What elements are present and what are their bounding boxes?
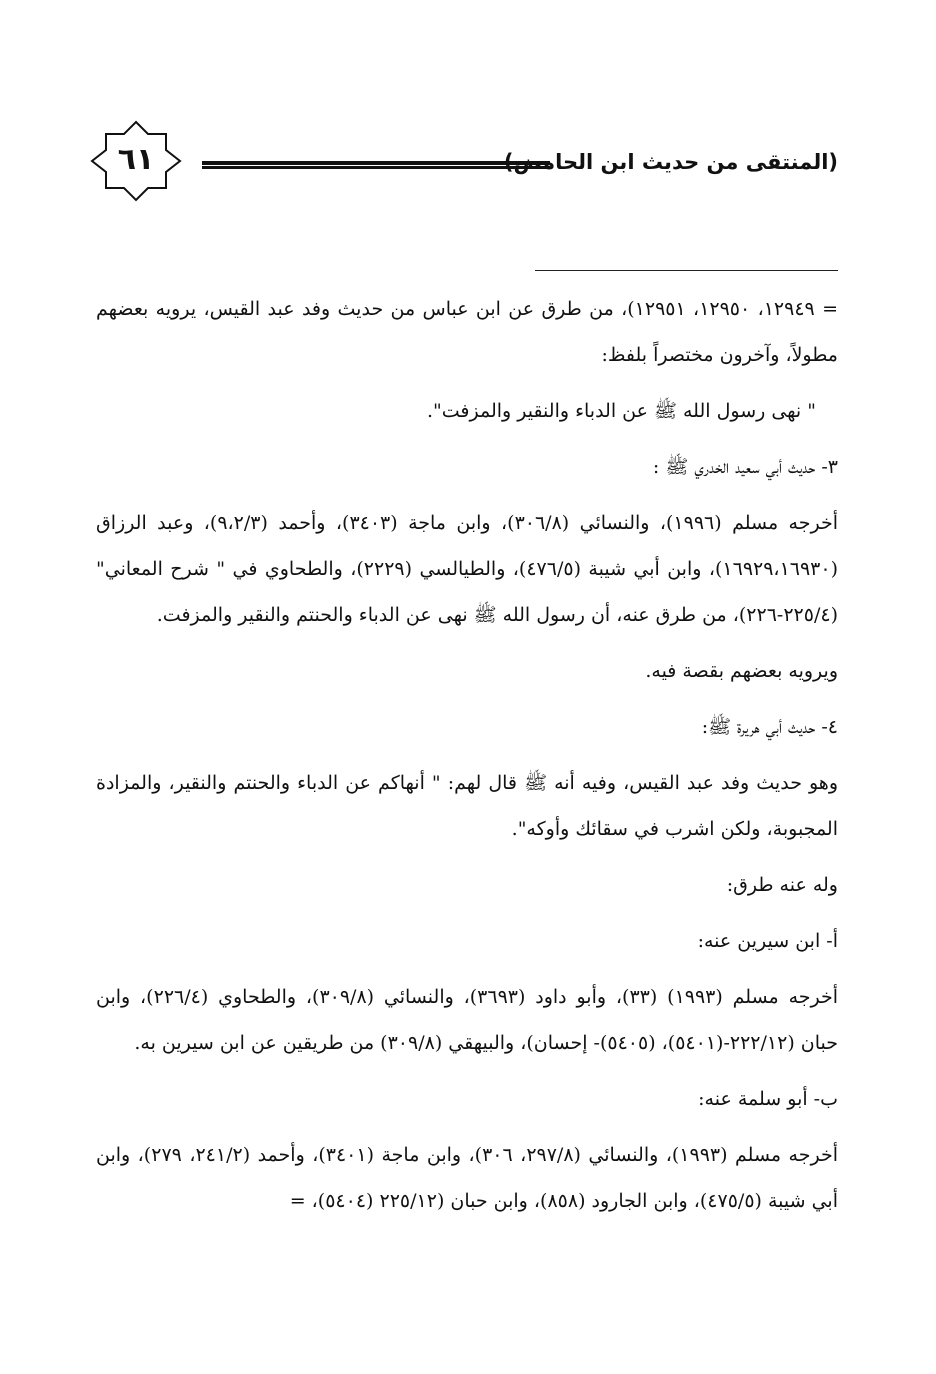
page-number-badge xyxy=(90,120,182,202)
footnote-body xyxy=(96,286,838,1234)
subsection-heading-a: أ- ابن سيرين عنه: xyxy=(697,930,838,952)
section-3-paragraph: أخرجه مسلم (١٩٩٦)، والنسائي (٣٠٦/٨)، وابن ماجة (٣٤٠٣)، وأحمد (٩،٢/٣)، وعبد الرزاق (١٦٩٢٩،١٦٩٣٠)، وابن أبي شيبة (٤٧٦/٥)، والطيالسي (٢٢٢٩)، والطحاوي في " شرح المعاني" (٢٢٥/٤-٢٢٦)، من طرق عنه، أن رسول الله ﷺ نهى عن الدباء والحنتم والنقير والمزفت. xyxy=(96,512,839,626)
section-4-note: وله عنه طرق: xyxy=(726,874,838,896)
page-header xyxy=(0,120,936,210)
subsection-a-paragraph: أخرجه مسلم (١٩٩٣) (٣٣)، وأبو داود (٣٦٩٣)، والنسائي (٣٠٩/٨)، والطحاوي (٢٢٦/٤)، وابن حبان (٢٢٢/١٢-(٥٤٠١)، (٥٤٠٥)- إحسان)، والبيهقي (٣٠٩/٨) من طريقين عن ابن سيرين به. xyxy=(96,986,839,1054)
running-title: (المنتقى من حديث ابن الحامض) xyxy=(503,150,838,174)
subsection-b-paragraph: أخرجه مسلم (١٩٩٣)، والنسائي (٢٩٧/٨، ٣٠٦)، وابن ماجة (٣٤٠١)، وأحمد (٢٤١/٢، ٢٧٩)، وابن أبي شيبة (٤٧٥/٥)، وابن الجارود (٨٥٨)، وابن حبان (٢٢٥/١٢ (٥٤٠٤)، = xyxy=(96,1144,838,1212)
footnote-separator xyxy=(535,270,838,271)
section-4-paragraph: وهو حديث وفد عبد القيس، وفيه أنه ﷺ قال لهم: " أنهاكم عن الدباء والحنتم والنقير، والمزادة المجبوبة، ولكن اشرب في سقائك وأوكه". xyxy=(96,772,838,840)
header-rule xyxy=(202,161,550,169)
section-3-note: ويرويه بعضهم بقصة فيه. xyxy=(645,660,838,682)
page-number: ٦١ xyxy=(117,142,155,177)
subsection-heading-b: ب- أبو سلمة عنه: xyxy=(698,1088,838,1110)
continuation-paragraph: = ١٢٩٤٩، ١٢٩٥٠، ١٢٩٥١)، من طرق عن ابن عباس من حديث وفد عبد القيس، يرويه بعضهم مطولاً، وآخرون مختصراً بلفظ: xyxy=(96,298,839,366)
hadith-quote: " نهى رسول الله ﷺ عن الدباء والنقير والمزفت". xyxy=(426,400,816,422)
section-heading-4: ٤- حديث أبي هريرة ﷺ: xyxy=(701,716,838,738)
section-heading-3: ٣- حديث أبي سعيد الخدري ﷺ : xyxy=(652,456,838,478)
